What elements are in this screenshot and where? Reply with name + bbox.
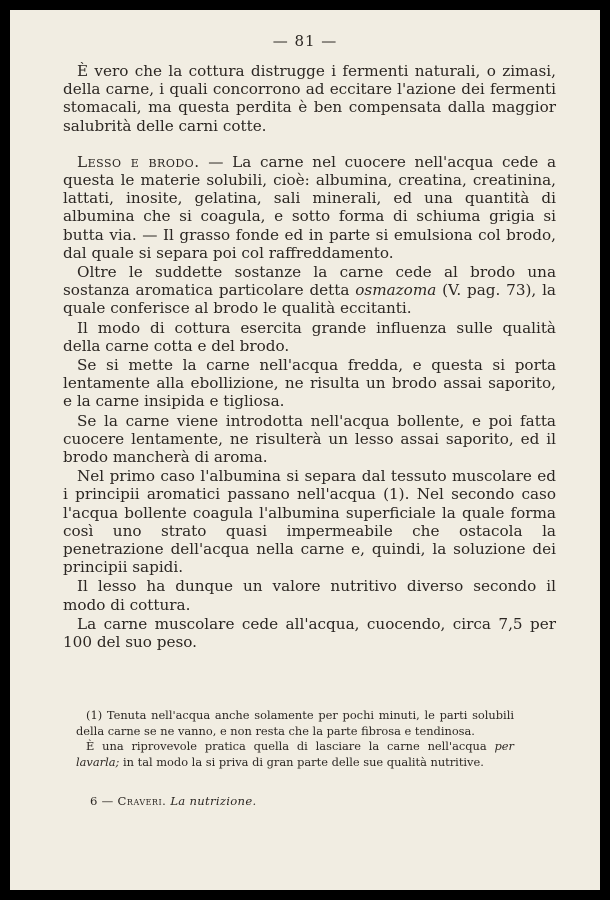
paragraph-cooking-enzymes: È vero che la cottura distrugge i fermenti naturali, o zimasi, della carne, i quali concorrono ad eccitare l'azione dei fermenti stomacali, ma questa perdita è ben compensata dalla maggior salubrità delle carni cotte. [63,62,556,135]
signature-mark: 6 — [90,794,118,808]
section-heading: Lesso e brodo. [77,152,200,171]
paragraph-cooking-method: Il modo di cottura esercita grande influenza sulle qualità della carne cotta e del brodo. [63,318,556,355]
footnote-1: (1) Tenuta nell'acqua anche solamente per pochi minuti, le parti solubili della carne se ne vanno, e non resta che la parte fibrosa e tendinosa. [76,708,514,738]
page-number: — 81 — [272,32,338,50]
book-title: La nutrizione. [170,794,257,808]
footnote-2: È una riprovevole pratica quella di lasciare la carne nell'acqua per lavarla; in tal modo la si priva di gran parte delle sue qualità nutritive. [76,739,514,769]
footnotes [76,708,514,770]
paragraph-nutritive-value: Il lesso ha dunque un valore nutritivo diverso secondo il modo di cottura. [63,577,556,614]
paragraph-boiling-water: Se la carne viene introdotta nell'acqua bollente, e poi fatta cuocere lentamente, ne risulterà un lesso assai saporito, ed il brodo mancherà di aroma. [63,411,556,467]
paragraph-text: — La carne nel cuocere nell'acqua cede a questa le materie solubili, cioè: albumina, creatina, creatinina, lattati, inosite, gelatina, sali minerali, ed una quantità di albumina che si coagula, e sotto forma di schiuma grigia si butta via. — Il grasso fonde ed in parte si emulsiona col brodo, dal quale si separa poi col raffreddamento. [63,152,557,262]
italic-phrase: per lavarla; [76,739,514,769]
paragraph-albumin: Nel primo caso l'albumina si separa dal tessuto muscolare ed i principii aromatici passano nell'acqua (1). Nel secondo caso l'acqua bollente coagula l'albumina superficiale la quale forma così uno strato quasi impermeabile che ostacola la penetrazione dell'acqua nella carne e, quindi, la soluzione dei principii sapidi. [63,467,556,577]
paragraph-cold-water: Se si mette la carne nell'acqua fredda, e questa si porta lentamente alla ebollizione, ne risulta un brodo assai saporito, e la carne insipida e tigliosa. [63,356,556,411]
book-page [10,10,600,890]
main-text [63,62,556,651]
paragraph-lesso-brodo [63,153,556,262]
signature-line [90,794,256,808]
paragraph-weight-loss: La carne muscolare cede all'acqua, cuocendo, circa 7,5 per 100 del suo peso. [63,614,556,652]
paragraph-osmazoma: Oltre le suddette sostanze la carne cede al brodo una sostanza aromatica particolare detta osmazoma (V. pag. 73), la quale conferisce al brodo le qualità eccitanti. [63,263,556,318]
author-name: Craveri. [117,794,167,808]
term-osmazoma: osmazoma [355,281,437,300]
